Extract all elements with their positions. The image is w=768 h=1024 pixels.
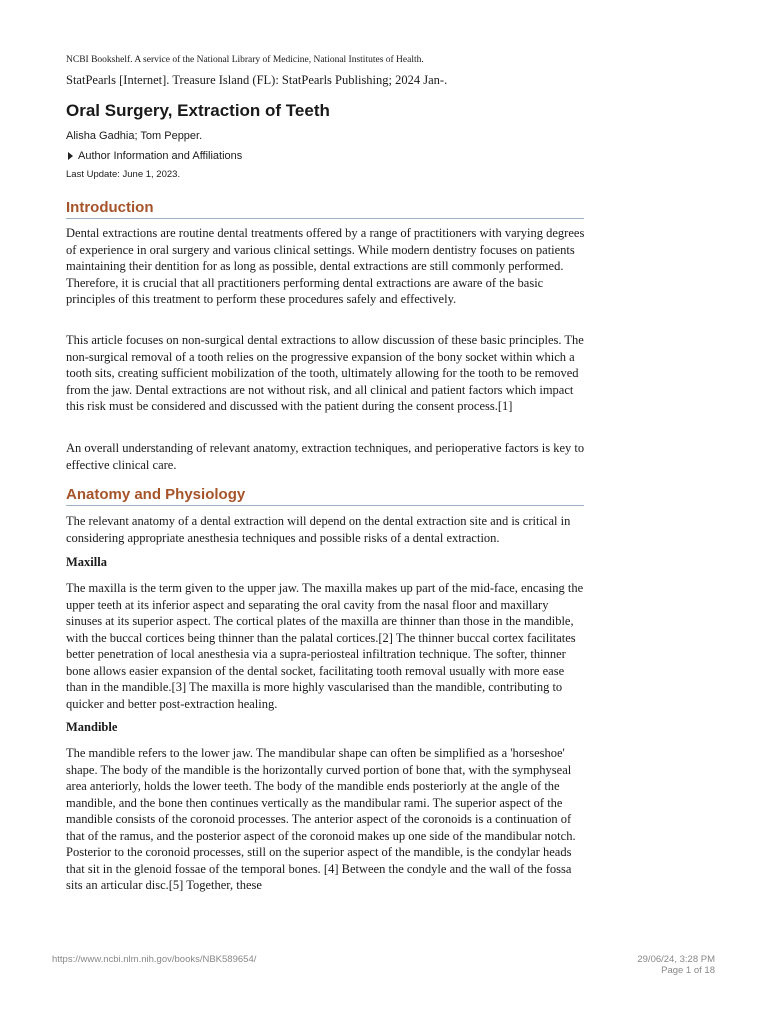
affiliations-toggle[interactable] bbox=[68, 150, 242, 162]
mandible-paragraph: The mandible refers to the lower jaw. The mandibular shape can often be simplified as a 'horseshoe' shape. The body of the mandible is the horizontally curved portion of bone that, with the symphyseal area anteriorly, holds the lower teeth. The body of the mandible ends posteriorly at the angle of the mandible, and the bone then continues vertically as the mandibular rami. The superior aspect of the mandible consists of the coronoid processes. The anterior aspect of the coronoids is a continuation of that of the ramus, and the posterior aspect of the coronoid makes up one side of the mandibular notch. Posterior to the coronoid processes, still on the superior aspect of the mandible, is the condylar heads that sit in the glenoid fossae of the temporal bones. [4] Between the condyle and the wall of the fossa sits an articular disc.[5] Together, these bbox=[66, 746, 576, 892]
anatomy-paragraph-1: The relevant anatomy of a dental extraction will depend on the dental extraction site and is critical in considering appropriate anesthesia techniques and possible risks of a dental extraction. bbox=[66, 514, 571, 545]
bookshelf-line: NCBI Bookshelf. A service of the National Library of Medicine, National Institutes of Health. bbox=[66, 55, 424, 65]
introduction-paragraph-1: Dental extractions are routine dental treatments offered by a range of practitioners with varying degrees of experience in oral surgery and various clinical settings. While modern dentistry focuses on patients maintaining their dentition for as long as possible, dental extractions are still commonly performed. Therefore, it is crucial that all practitioners performing dental extractions are aware of the basic principles of this treatment to perform these procedures safely and effectively. bbox=[66, 226, 585, 306]
last-update: Last Update: June 1, 2023. bbox=[66, 169, 181, 180]
citation: StatPearls [Internet]. Treasure Island (FL): StatPearls Publishing; 2024 Jan-. bbox=[66, 73, 448, 87]
anatomy-heading: Anatomy and Physiology bbox=[66, 486, 584, 506]
maxilla-paragraph: The maxilla is the term given to the upper jaw. The maxilla makes up part of the mid-face, encasing the upper teeth at its inferior aspect and separating the oral cavity from the nasal floor and maxillary sinuses at its superior aspect. The cortical plates of the maxilla are thinner than those in the mandible, with the buccal cortices being thinner than the palatal cortices.[2] The thinner buccal cortex facilitates better penetration of local anesthesia via a supra-periosteal infiltration technique. The softer, thinner bone allows easier expansion of the dental socket, facilitating tooth removal usually with more ease than in the mandible.[3] The maxilla is more highly vascularised than the mandible, contributing to quicker and better post-extraction healing. bbox=[66, 581, 584, 711]
footer-datetime: 29/06/24, 3:28 PM bbox=[637, 954, 715, 965]
affiliations-toggle-label: Author Information and Affiliations bbox=[78, 150, 243, 162]
footer-url: https://www.ncbi.nlm.nih.gov/books/NBK589654/ bbox=[52, 954, 257, 965]
introduction-heading: Introduction bbox=[66, 199, 584, 219]
footer-page-number: Page 1 of 18 bbox=[661, 965, 715, 976]
triangle-right-icon bbox=[68, 152, 73, 160]
introduction-paragraph-2: This article focuses on non-surgical dental extractions to allow discussion of these basic principles. The non-surgical removal of a tooth relies on the progressive expansion of the bony socket within which a tooth sits, creating sufficient mobilization of the tooth, ultimately allowing for the tooth to be removed from the jaw. Dental extractions are not without risk, and all clinical and patient factors which impact this risk must be considered and discussed with the patient during the consent process.[1] bbox=[66, 333, 584, 413]
page-title: Oral Surgery, Extraction of Teeth bbox=[66, 101, 330, 120]
introduction-paragraph-3: An overall understanding of relevant anatomy, extraction techniques, and perioperative factors is key to effective clinical care. bbox=[66, 441, 585, 472]
authors: Alisha Gadhia; Tom Pepper. bbox=[66, 130, 203, 142]
mandible-heading: Mandible bbox=[66, 720, 118, 734]
maxilla-heading: Maxilla bbox=[66, 555, 107, 569]
